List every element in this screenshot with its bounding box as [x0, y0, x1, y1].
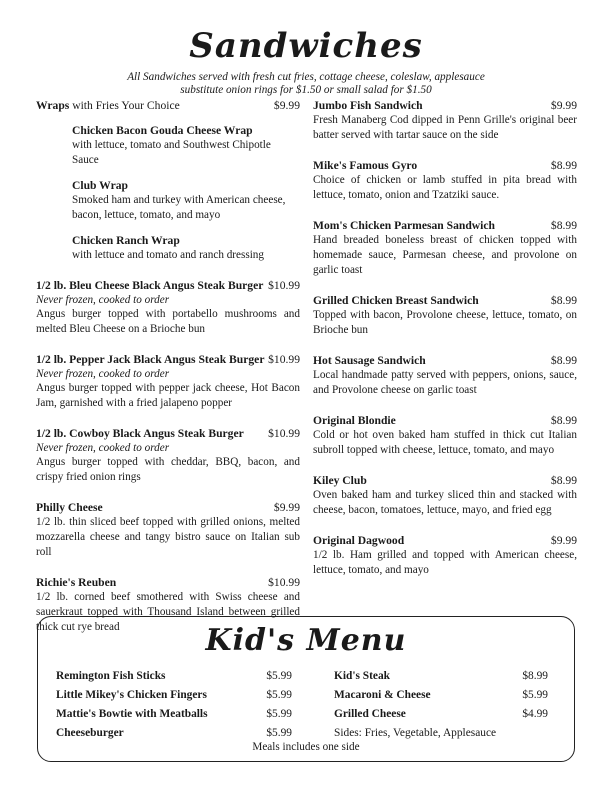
kids-item-price: $5.99 — [522, 689, 548, 701]
item-name: Grilled Chicken Breast Sandwich — [313, 294, 479, 307]
item-note: Never frozen, cooked to order — [36, 294, 170, 306]
wraps-price: $9.99 — [273, 99, 300, 112]
right-column — [313, 98, 577, 593]
kids-item-price: $5.99 — [266, 689, 292, 701]
menu-item — [36, 278, 300, 337]
item-name: 1/2 lb. Bleu Cheese Black Angus Steak Burger — [36, 279, 264, 292]
item-name: Philly Cheese — [36, 501, 103, 514]
item-name: Chicken Ranch Wrap — [72, 234, 180, 247]
item-price: $9.99 — [550, 534, 577, 547]
menu-item — [313, 158, 577, 203]
kids-item-name: Macaroni & Cheese — [334, 689, 431, 701]
item-name: Jumbo Fish Sandwich — [313, 99, 423, 112]
item-name: Kiley Club — [313, 474, 367, 487]
kids-item-price: $5.99 — [266, 727, 292, 739]
kids-footer-note: Meals includes one side — [252, 741, 360, 753]
menu-item — [313, 473, 577, 518]
item-price: $8.99 — [550, 219, 577, 232]
item-name: Original Blondie — [313, 414, 396, 427]
item-description: with lettuce, tomato and Southwest Chipotle Sauce — [72, 139, 271, 166]
menu-item — [313, 533, 577, 578]
menu-item — [36, 352, 300, 411]
wrap-item — [72, 123, 300, 168]
item-name: Club Wrap — [72, 179, 128, 192]
item-description: Fresh Manaberg Cod dipped in Penn Grille's original beer batter served with tartar sauce on the side — [313, 114, 577, 141]
menu-item — [313, 98, 577, 143]
kids-menu-box — [37, 616, 575, 762]
kids-item — [56, 705, 292, 724]
item-name: Hot Sausage Sandwich — [313, 354, 426, 367]
item-price: $8.99 — [550, 414, 577, 427]
item-price: $9.99 — [550, 99, 577, 112]
subtitle-line-2: substitute onion rings for $1.50 or small salad for $1.50 — [180, 84, 432, 96]
item-description: Choice of chicken or lamb stuffed in pita bread with lettuce, tomato, onion and Tzatziki sauce. — [313, 174, 577, 201]
item-price: $10.99 — [268, 353, 300, 366]
wrap-item — [72, 233, 300, 263]
item-name: Richie's Reuben — [36, 576, 117, 589]
item-price: $8.99 — [550, 354, 577, 367]
menu-item — [36, 426, 300, 485]
item-description: Angus burger topped with pepper jack cheese, Hot Bacon Jam, garnished with a fried jalapeno popper — [36, 382, 300, 409]
item-description: 1/2 lb. Ham grilled and topped with American cheese, lettuce, tomato, and mayo — [313, 549, 577, 576]
kids-item — [334, 667, 548, 686]
kids-item — [56, 667, 292, 686]
item-price: $8.99 — [550, 294, 577, 307]
item-price: $10.99 — [268, 279, 300, 292]
menu-item — [313, 413, 577, 458]
kids-item-name: Mattie's Bowtie with Meatballs — [56, 708, 208, 720]
item-description: with lettuce and tomato and ranch dressing — [72, 249, 264, 261]
kids-item-name: Cheeseburger — [56, 727, 124, 739]
item-description: 1/2 lb. corned beef smothered with Swiss cheese and sauerkraut topped with Thousand Island between grilled thick cut rye bread — [36, 591, 300, 633]
item-price: $9.99 — [273, 501, 300, 514]
menu-item — [313, 293, 577, 338]
item-description: Local handmade patty served with peppers, onions, sauce, and Provolone cheese on garlic toast — [313, 369, 577, 396]
menu-item — [313, 218, 577, 278]
item-note: Never frozen, cooked to order — [36, 442, 170, 454]
kids-item-name: Grilled Cheese — [334, 708, 406, 720]
item-description: Oven baked ham and turkey sliced thin and stacked with cheese, bacon, tomatoes, lettuce, mayo, and fried egg — [313, 489, 577, 516]
item-description: Angus burger topped with cheddar, BBQ, bacon, and crispy fried onion rings — [36, 456, 300, 483]
item-price: $8.99 — [550, 474, 577, 487]
item-name: Original Dagwood — [313, 534, 405, 547]
item-name: Chicken Bacon Gouda Cheese Wrap — [72, 124, 253, 137]
kids-right-column — [334, 667, 548, 743]
kids-sides: Sides: Fries, Vegetable, Applesauce — [334, 727, 497, 739]
kids-item-price: $5.99 — [266, 670, 292, 682]
kids-left-column — [56, 667, 292, 743]
wrap-item — [72, 178, 300, 223]
kids-item — [334, 686, 548, 705]
wraps-label-suffix: with Fries Your Choice — [72, 99, 180, 112]
kids-item-price: $8.99 — [522, 670, 548, 682]
item-description: Smoked ham and turkey with American cheese, bacon, lettuce, tomato, and mayo — [72, 194, 286, 221]
item-description: Topped with bacon, Provolone cheese, lettuce, tomato, on Brioche bun — [313, 309, 577, 336]
item-price: $8.99 — [550, 159, 577, 172]
item-price: $10.99 — [268, 427, 300, 440]
page-title: Sandwiches — [189, 26, 423, 66]
wraps-section — [36, 98, 300, 263]
kids-item-name: Kid's Steak — [334, 670, 391, 682]
item-description: Angus burger topped with portabello mushrooms and melted Bleu Cheese on a Brioche bun — [36, 308, 300, 335]
item-name: Mom's Chicken Parmesan Sandwich — [313, 219, 495, 232]
item-name: 1/2 lb. Cowboy Black Angus Steak Burger — [36, 427, 244, 440]
subtitle-line-1: All Sandwiches served with fresh cut fries, cottage cheese, coleslaw, applesauce — [127, 71, 485, 83]
kids-menu-title: Kid's Menu — [205, 623, 407, 658]
item-note: Never frozen, cooked to order — [36, 368, 170, 380]
kids-item-price: $4.99 — [522, 708, 548, 720]
left-column — [36, 98, 300, 650]
item-description: Cold or hot oven baked ham stuffed in thick cut Italian subroll topped with cheese, lettuce, tomato, and mayo — [313, 429, 577, 456]
item-description: Hand breaded boneless breast of chicken topped with homemade sauce, Parmesan cheese, and provolone on garlic toast — [313, 234, 577, 276]
item-description: 1/2 lb. thin sliced beef topped with grilled onions, melted mozzarella cheese and tangy bistro sauce on Italian sub roll — [36, 516, 300, 558]
wraps-label: Wraps — [36, 99, 70, 112]
item-price: $10.99 — [268, 576, 300, 589]
menu-item — [36, 500, 300, 560]
kids-item-name: Little Mikey's Chicken Fingers — [56, 689, 207, 701]
item-name: 1/2 lb. Pepper Jack Black Angus Steak Burger — [36, 353, 265, 366]
menu-item — [313, 353, 577, 398]
kids-item — [56, 686, 292, 705]
item-name: Mike's Famous Gyro — [313, 159, 418, 172]
kids-item-price: $5.99 — [266, 708, 292, 720]
kids-item — [334, 705, 548, 724]
kids-item-name: Remington Fish Sticks — [56, 670, 166, 682]
